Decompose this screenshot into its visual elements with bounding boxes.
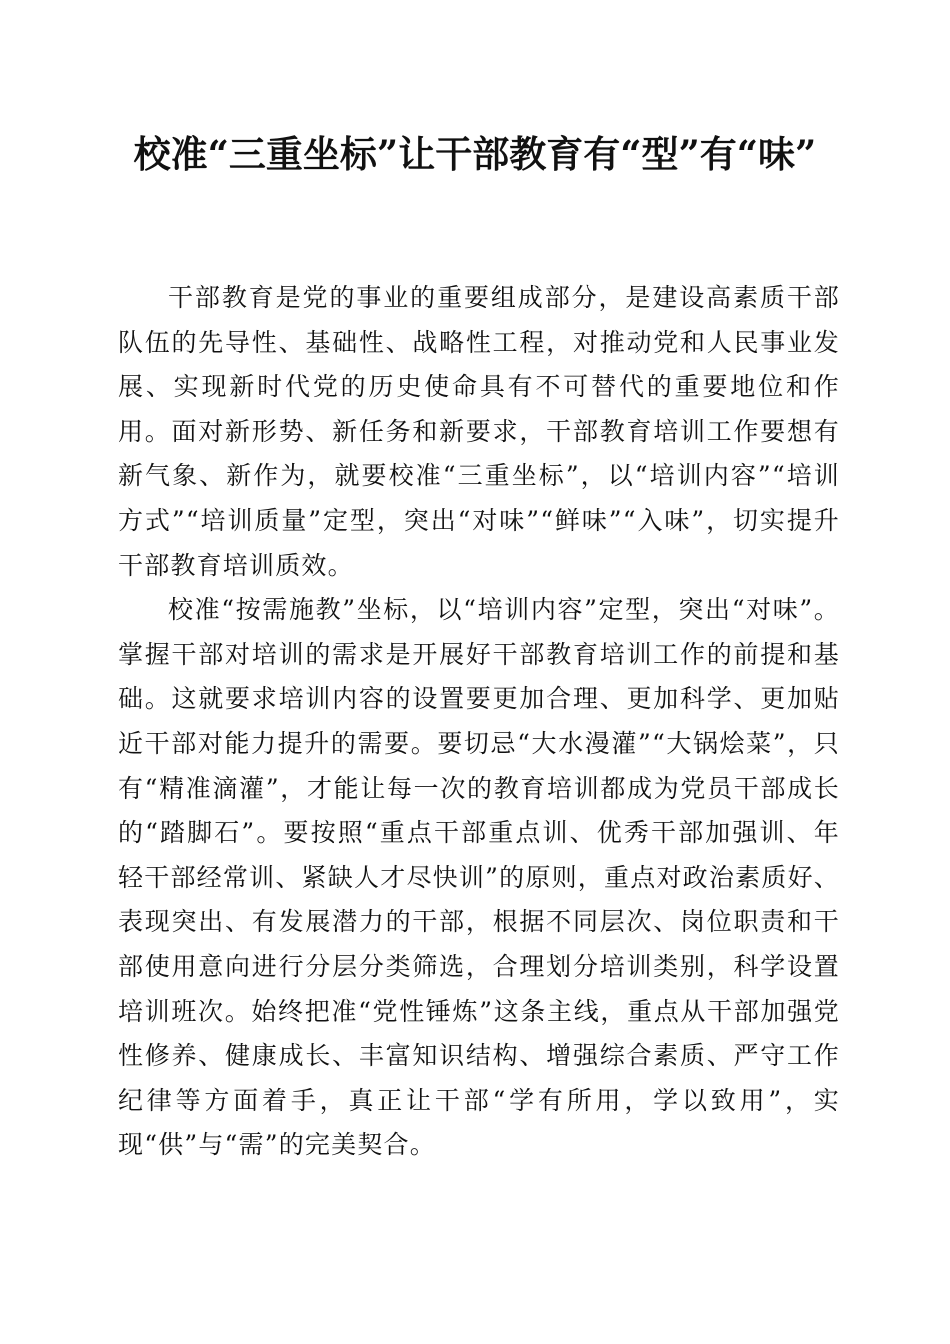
paragraph-content-calibration: 校准“按需施教”坐标，以“培训内容”定型，突出“对味”。掌握干部对培训的需求是开展好干部教育培训工作的前提和基础。这就要求培训内容的设置要更加合理、更加科学、更加贴近干部对能力提升的需要。要切忌“大水漫灌”“大锅烩菜”，只有“精准滴灌”，才能让每一次的教育培训都成为党员干部成长的“踏脚石”。要按照“重点干部重点训、优秀干部加强训、年轻干部经常训、紧缺人才尽快训”的原则，重点对政治素质好、表现突出、有发展潜力的干部，根据不同层次、岗位职责和干部使用意向进行分层分类筛选，合理划分培训类别，科学设置培训班次。始终把准“党性锤炼”这条主线，重点从干部加强党性修养、健康成长、丰富知识结构、增强综合素质、严守工作纪律等方面着手，真正让干部“学有所用，学以致用”，实现“供”与“需”的完美契合。: [118, 595, 840, 1160]
document-title: 校准“三重坐标”让干部教育有“型”有“味”: [133, 132, 817, 176]
paragraph-intro: 干部教育是党的事业的重要组成部分，是建设高素质干部队伍的先导性、基础性、战略性工程，对推动党和人民事业发展、实现新时代党的历史使命具有不可替代的重要地位和作用。面对新形势、新任务和新要求，干部教育培训工作要想有新气象、新作为，就要校准“三重坐标”，以“培训内容”“培训方式”“培训质量”定型，突出“对味”“鲜味”“入味”，切实提升干部教育培训质效。: [118, 283, 840, 580]
document-body: [118, 276, 840, 1168]
